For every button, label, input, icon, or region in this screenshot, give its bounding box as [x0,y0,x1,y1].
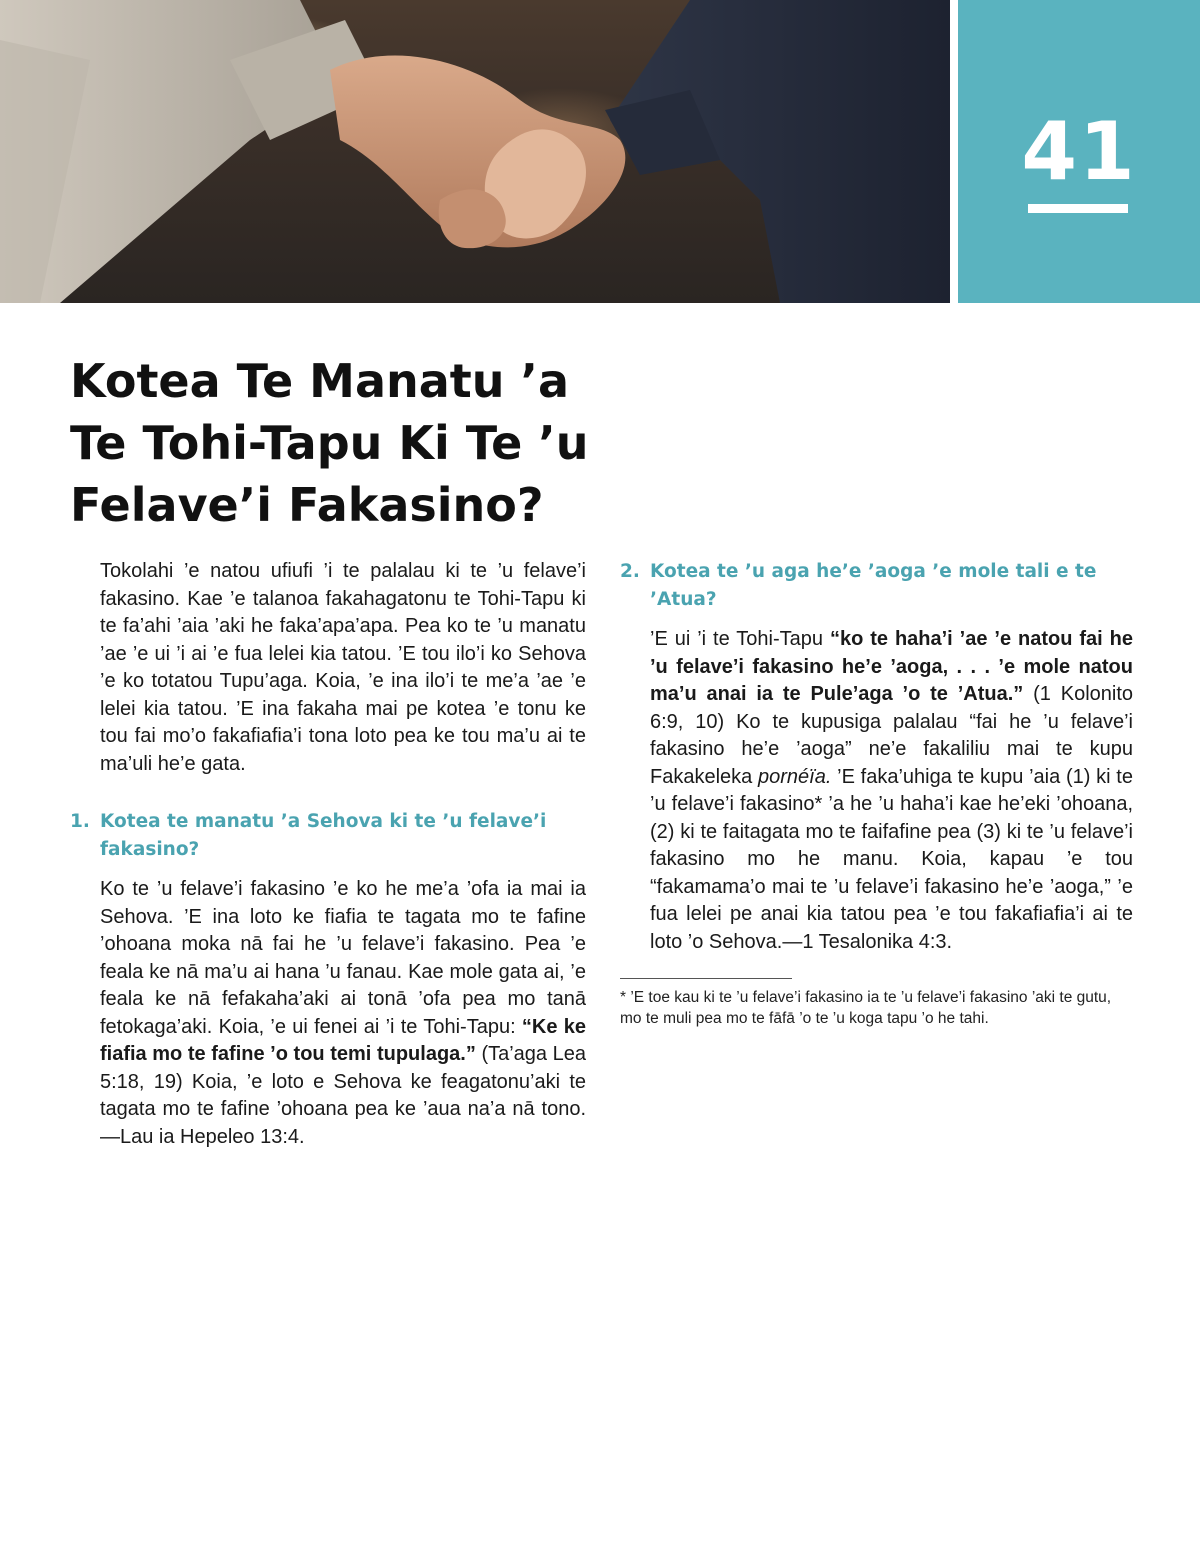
answer-1-text-b: (Ta’aga Lea 5:18, 19) Koia, ’e loto e Sehova ke feagatonu’aki te tagata mo te fafine ’ohoana pea ke ’aua na’a nā tono.—Lau ia Hepeleo 13:4. [100,1043,586,1148]
holding-hands-illustration [0,0,950,303]
title-line-3: Felave’i Fakasino? [70,478,544,532]
title-line-2: Te Tohi-Tapu Ki Te ’u [70,416,589,470]
question-1 [70,808,586,864]
answer-2-quote: “ko te haha’i ’ae ’e natou fai he ’u felave’i fakasino he’e ’aoga, . . . ’e mole natou ma’u anai ia te Pule’aga ’o te ’Atua.” [650,628,1133,705]
footnote-divider [620,978,792,979]
question-1-number: 1. [70,811,90,832]
left-column [70,558,586,1151]
question-2-text: Kotea te ’u aga he’e ’aoga ’e mole tali e te ’Atua? [650,561,1097,610]
answer-2-text-a: ’E ui ’i te Tohi-Tapu [650,628,830,650]
question-2 [620,558,1133,614]
footnote: * ’E toe kau ki te ’u felave’i fakasino ia te ’u felave’i fakasino ’aki te gutu, mo te muli pea mo te fāfā ’o te ’u koga tapu ’o he tahi. [620,989,1112,1027]
holding-hands-photo [0,0,950,303]
greek-word: pornéïa. [758,765,832,788]
title-line-1: Kotea Te Manatu ’a [70,354,570,408]
answer-2-text-b: (1 Kolonito 6:9, 10) Ko te kupusiga palalau “fai he ’u felave’i fakasino he’e ’aoga” ne’e fakaliliu mai te kupu Fakakeleka [650,683,1133,788]
answer-2-paragraph [650,626,1133,956]
question-2-number: 2. [620,561,640,582]
intro-paragraph: Tokolahi ’e natou ufiufi ’i te palalau ki te ’u felave’i fakasino. Kae ’e talanoa fakahagatonu te Tohi-Tapu ki te fa’ahi ’aia ’aki he faka’apa’apa. Pea ko te ’u manatu ’ae ’e ui ’i ai ’e fua lelei kia tatou. ’E tou ilo’i ko Sehova ’e ko totatou Tupu’aga. Koia, ’e ina ilo’i te me’a ’ae ’e lelei kia tatou. ’E ina fakaha mai pe kotea ’e tonu ke tou fai mo’o fakafiafia’i tona loto pea ke tou ma’u ai te ma’uli he’e gata. [100,560,586,775]
answer-1-quote: “Ke ke fiafia mo te fafine ’o tou temi tupulaga.” [100,1015,586,1065]
lesson-badge [958,0,1200,303]
question-1-text: Kotea te manatu ’a Sehova ki te ’u felave’i fakasino? [100,811,547,860]
lesson-number-underline [1028,204,1128,213]
answer-2-text-c: ’E faka’uhiga te kupu ’aia (1) ki te ’u felave’i fakasino* ’a he ’u haha’i kae he’eki ’ohoana, (2) ki te faitagata mo te faifafine pea (3) ki te ’u felave’i fakasino mo he manu. Koia, kapau ’e tou “fakamama’o mai te ’u felave’i fakasino he’e ’aoga,” ’e fua lelei pe anai kia tatou pea ’e tou fakafiafia’i ai te loto ’o Sehova.—1 Tesalonika 4:3. [650,765,1133,953]
lesson-number: 41 [1021,105,1137,198]
right-column [620,558,1133,1029]
answer-1-paragraph [100,876,586,1151]
page-title [70,350,630,536]
answer-1-text-a: Ko te ’u felave’i fakasino ’e ko he me’a ’ofa ia mai ia Sehova. ’E ina loto ke fiafia te tagata mo te fafine ’ohoana moka nā fai he ’u felave’i fakasino. Pea ’e feala ke nā ma’u ai hana ’u fanau. Kae mole gata ai, ’e feala ke nā fefakaha’aki ai tonā ’ofa pea mo tanā fetokaga’aki. Koia, ’e ui fenei ai ’i te Tohi-Tapu: [100,878,586,1038]
